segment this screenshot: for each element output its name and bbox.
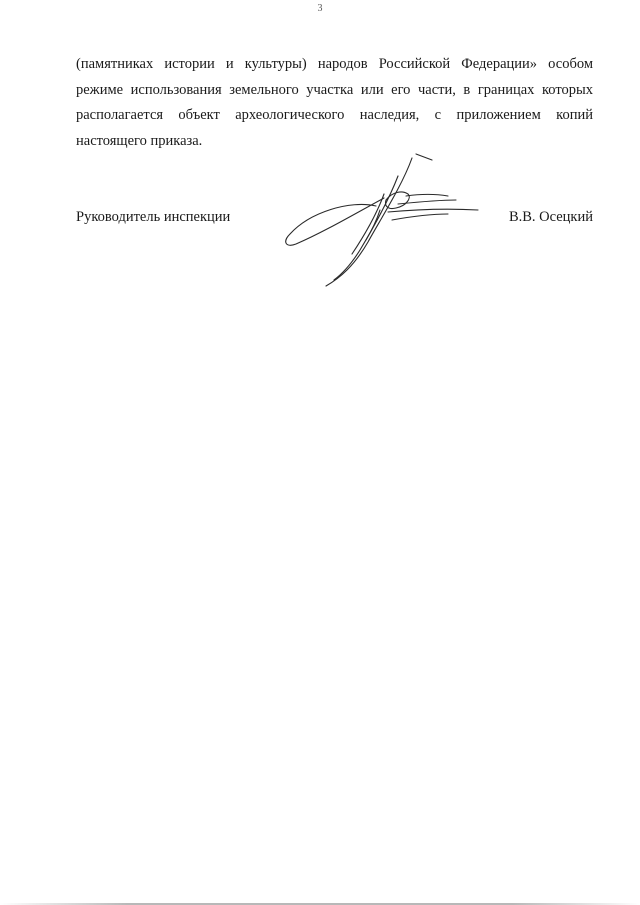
page-number: 3 <box>317 3 323 14</box>
body-paragraph <box>76 52 593 154</box>
signer-name: В.В. Осецкий <box>508 209 593 225</box>
body-line: настоящего приказа. <box>76 132 203 149</box>
body-line: (памятниках истории и культуры) народов Российской Федерации» особом <box>76 56 593 72</box>
body-line: режиме использования земельного участка или его части, в границах которых <box>76 81 593 98</box>
body-line: располагается объект археологического наследия, с приложением копий <box>76 107 593 123</box>
signature-block <box>76 209 593 231</box>
signer-title: Руководитель инспекции <box>76 209 231 225</box>
